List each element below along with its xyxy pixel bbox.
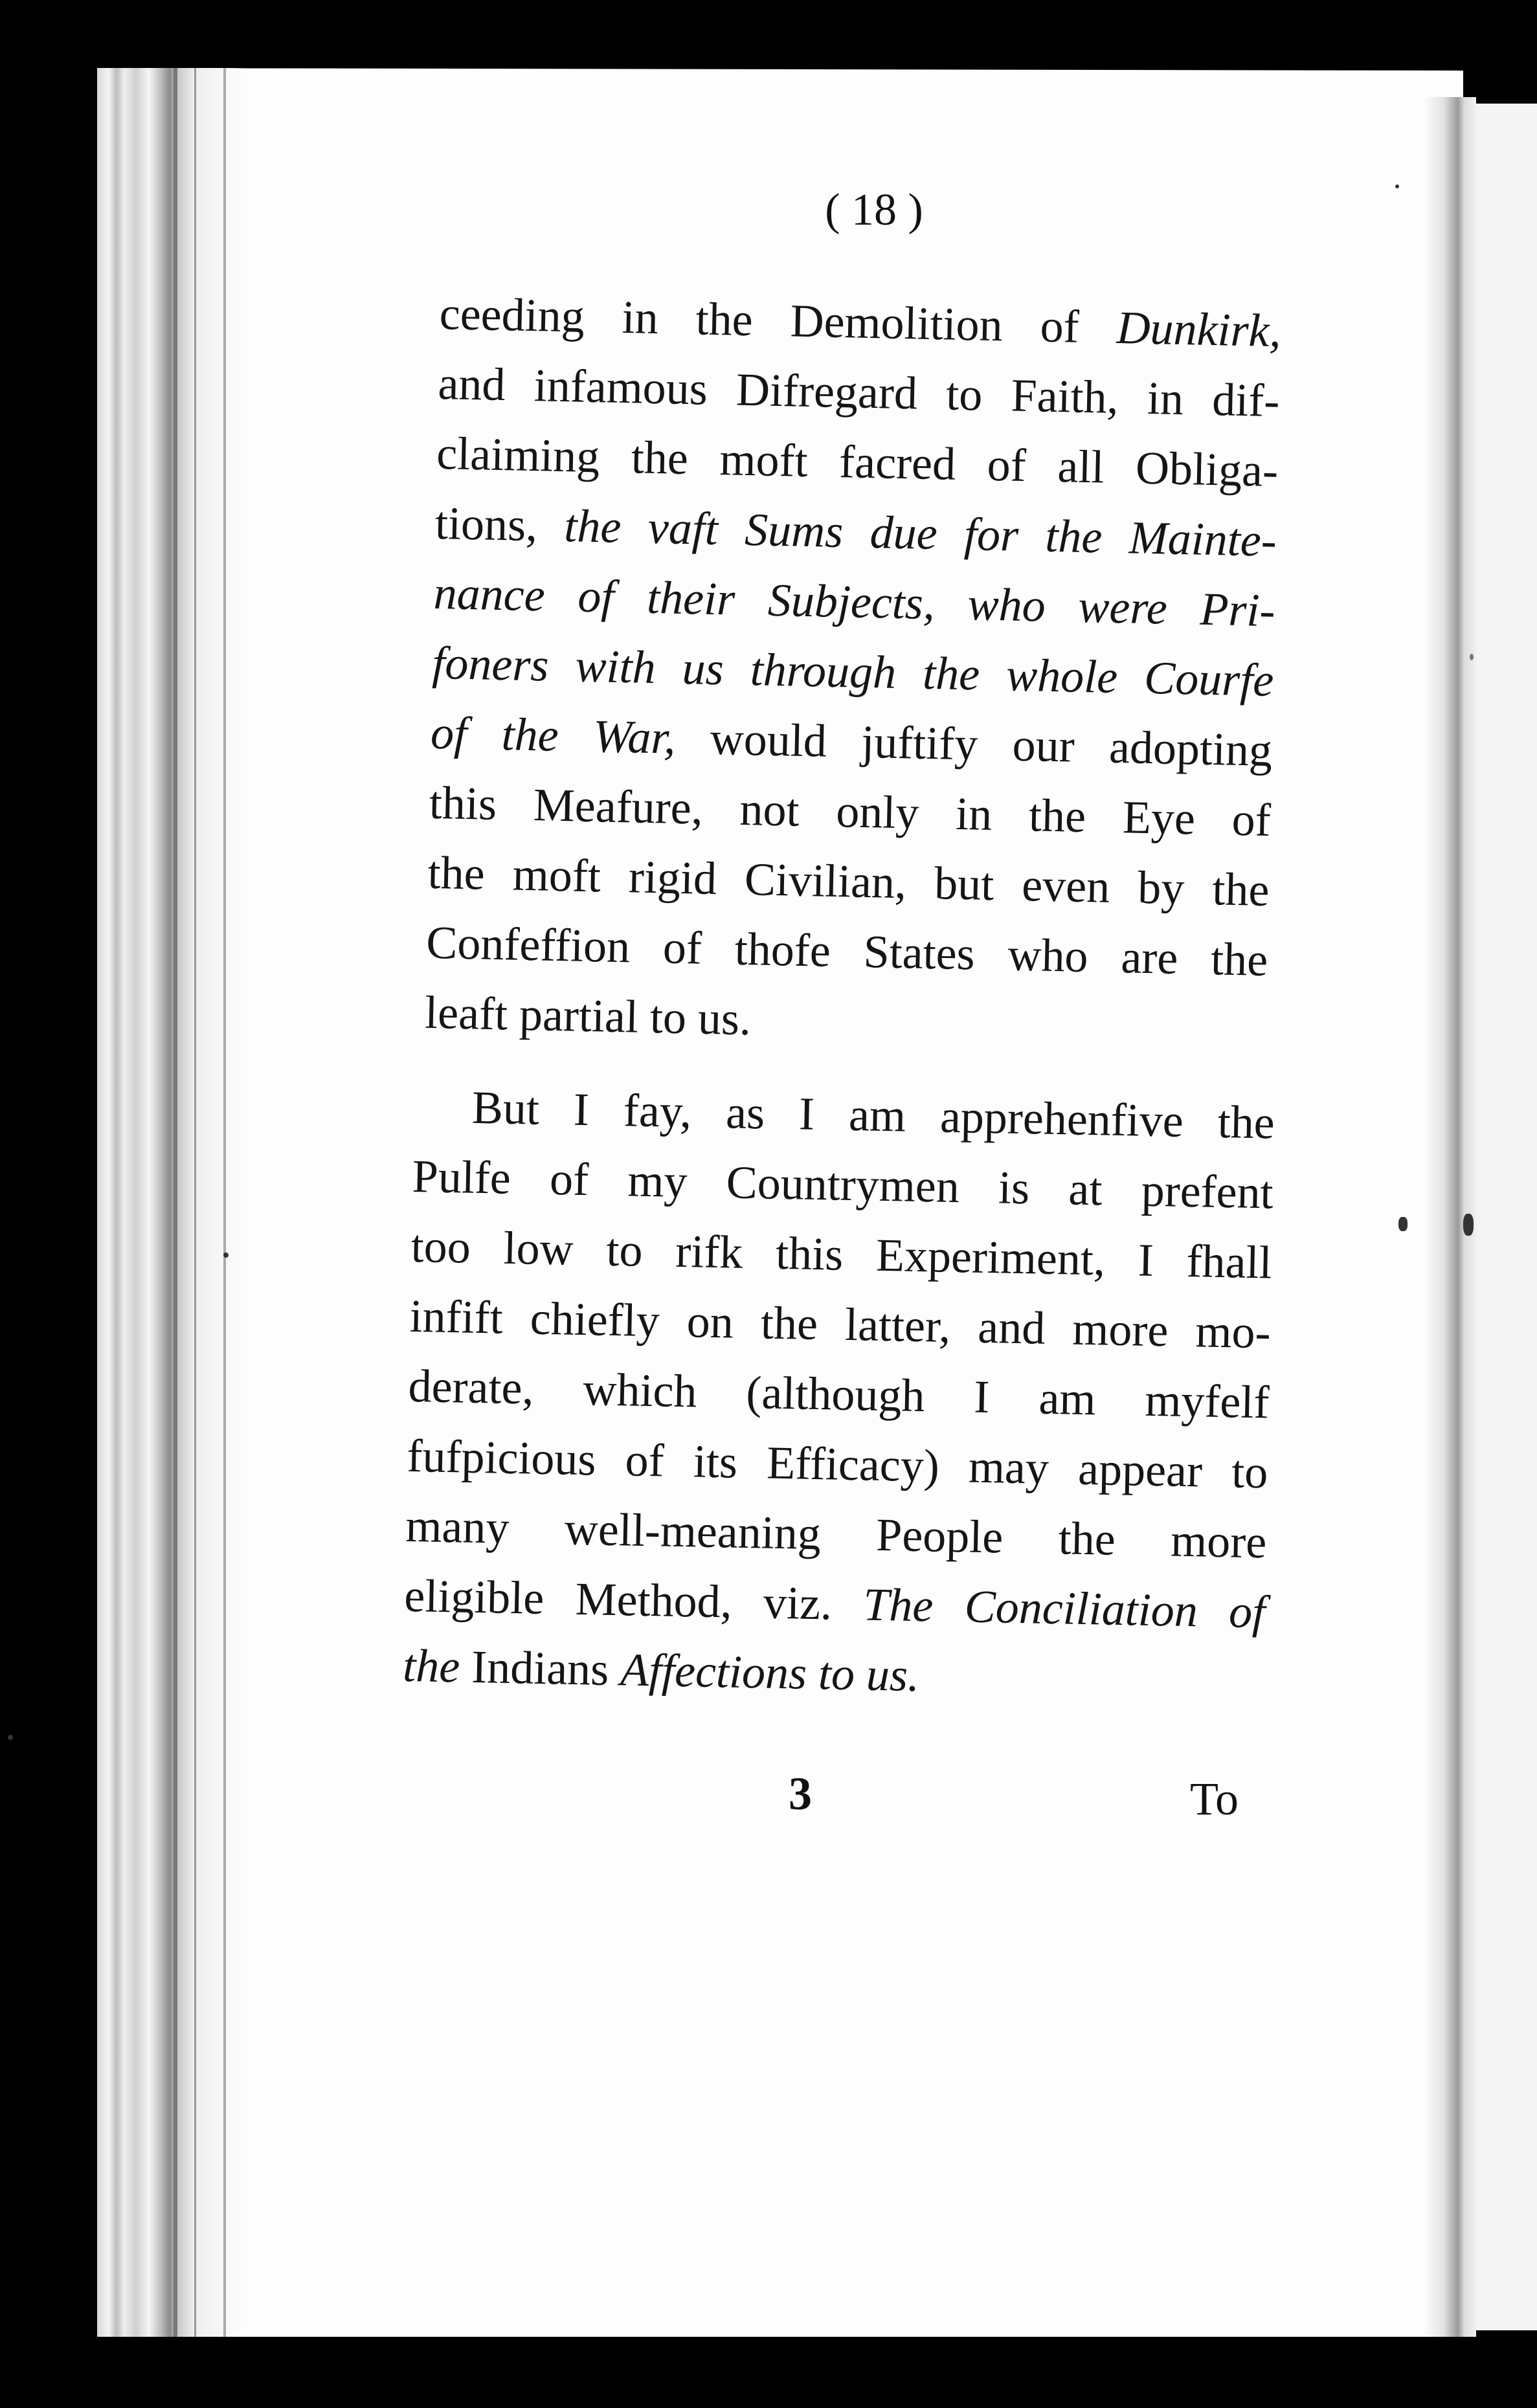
paragraph-1 <box>424 278 1282 1065</box>
paragraph-2 <box>402 1071 1275 1717</box>
italic-text: of the War, <box>430 706 677 764</box>
roman-text: and infamous Difregard to Faith, in dif- <box>437 357 1281 427</box>
ink-speck <box>1463 1214 1474 1236</box>
roman-text: But I fay, as I am apprehenfive the <box>471 1081 1275 1149</box>
roman-text: tions, <box>434 496 565 552</box>
italic-text: the <box>402 1639 461 1693</box>
roman-text: derate, which (although I am myfelf <box>407 1359 1270 1429</box>
next-leaf-edge <box>1476 104 1537 2330</box>
ink-speck <box>1395 184 1399 188</box>
catchword: To <box>1190 1773 1239 1825</box>
ink-speck <box>1470 654 1474 660</box>
roman-text: claiming the moft facred of all Obliga- <box>436 427 1279 497</box>
ink-speck <box>223 1253 229 1258</box>
roman-text: many well-meaning People the more <box>405 1499 1268 1568</box>
page-number: ( 18 ) <box>825 185 923 235</box>
roman-text: ceeding in the Demolition of <box>439 287 1117 353</box>
roman-text: fufpicious of its Efficacy) may appear to <box>406 1429 1269 1499</box>
ink-speck <box>1398 1217 1408 1231</box>
roman-text: the moft rigid Civilian, but even by the <box>427 846 1270 917</box>
roman-text: too low to rifk this Experiment, I fhall <box>410 1220 1273 1289</box>
italic-text: the vaft Sums due for the Mainte- <box>563 500 1277 567</box>
italic-text: nance of their Subjects, who were Pri- <box>432 566 1276 637</box>
roman-text: would juftify our adopting <box>675 711 1273 777</box>
roman-text: infift chiefly on the latter, and more mo- <box>409 1289 1272 1359</box>
gutter-line <box>174 68 177 2337</box>
gutter-line <box>194 68 196 2337</box>
roman-text: Pulfe of my Countrymen is at prefent <box>412 1150 1274 1219</box>
gutter-line <box>223 68 226 2337</box>
roman-text: this Meafure, not only in the Eye of <box>429 776 1272 847</box>
roman-text: Indians <box>459 1640 622 1696</box>
italic-text: Dunkirk, <box>1116 301 1282 357</box>
italic-text: Affections to us. <box>620 1644 920 1702</box>
roman-text: Confeffion of thofe States who are the <box>425 916 1269 986</box>
ink-speck <box>8 1735 13 1740</box>
signature-mark: 3 <box>789 1768 812 1820</box>
roman-text: eligible Method, viz. <box>403 1569 864 1631</box>
italic-text: foners with us through the whole Courfe <box>431 636 1275 707</box>
italic-text: The Conciliation of <box>862 1578 1266 1638</box>
roman-text: leaft partial to us. <box>424 986 752 1045</box>
